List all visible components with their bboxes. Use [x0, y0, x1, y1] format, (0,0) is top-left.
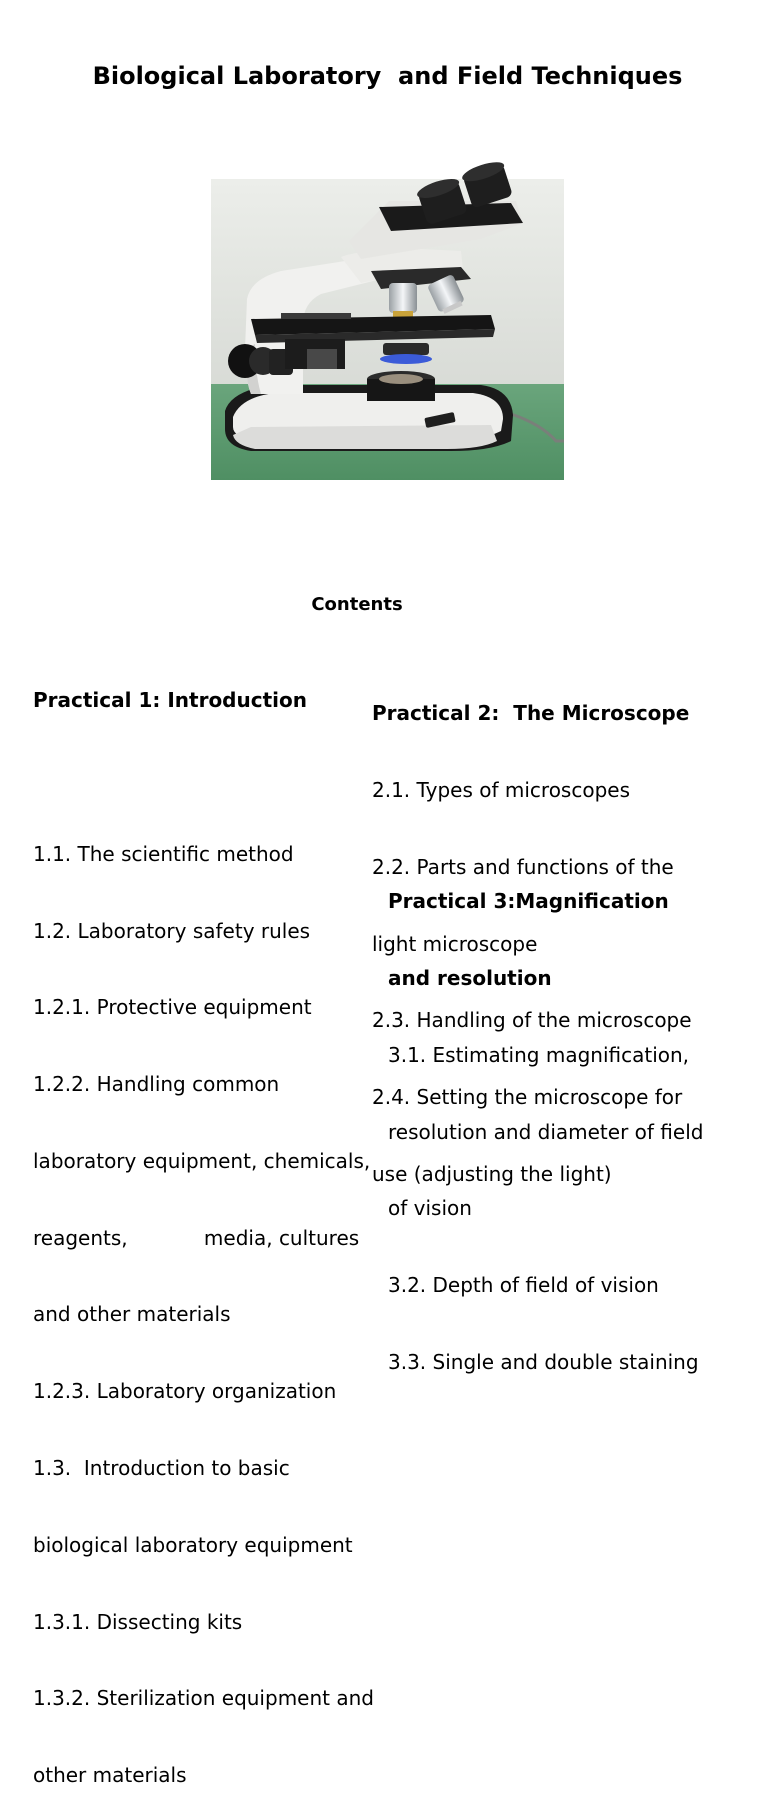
- contents-heading: Contents: [311, 594, 403, 615]
- toc-line: 1.3. Introduction to basic: [33, 1456, 290, 1480]
- toc-line: use (adjusting the light): [372, 1161, 612, 1186]
- toc-line: 2.4. Setting the microscope for: [372, 1085, 683, 1110]
- toc-line: other materials: [33, 1763, 187, 1788]
- practical-2-heading: Practical 2: The Microscope: [372, 701, 690, 726]
- toc-line: 1.2. Laboratory safety rules: [33, 918, 311, 943]
- toc-line: reagents, media, cultures: [33, 1225, 360, 1250]
- toc-line: 2.3. Handling of the microscope: [372, 1008, 692, 1033]
- practical-1-heading: Practical 1: Introduction: [33, 688, 307, 713]
- toc-line: 2.2. Parts and functions of the: [372, 854, 674, 879]
- practical-3-heading-cont: and resolution: [388, 965, 552, 990]
- practical-1-section: [33, 637, 413, 1814]
- toc-line: 3.2. Depth of field of vision: [388, 1273, 659, 1298]
- toc-line: biological laboratory equipment: [33, 1532, 353, 1557]
- toc-line: 1.1. The scientific method: [33, 841, 294, 866]
- toc-line: 3.3. Single and double staining: [388, 1349, 699, 1374]
- spacer: [33, 765, 413, 791]
- toc-line: 1.2.1. Protective equipment: [33, 995, 312, 1020]
- toc-line: 1.3.2. Sterilization equipment and: [33, 1686, 374, 1711]
- toc-line: light microscope: [372, 931, 538, 956]
- page-title: Biological Laboratory and Field Techniques: [92, 62, 683, 90]
- toc-line: 1.2.2. Handling common: [33, 1072, 280, 1097]
- toc-line: of vision: [388, 1196, 472, 1221]
- toc-line: and other materials: [33, 1302, 231, 1327]
- toc-line: 1.2.3. Laboratory organization: [33, 1379, 337, 1404]
- toc-line: laboratory equipment, chemicals,: [33, 1148, 371, 1173]
- practical-3-heading: Practical 3:Magnification: [388, 889, 669, 914]
- toc-line: 2.1. Types of microscopes: [372, 777, 630, 802]
- practical-3-section: [388, 838, 748, 1401]
- toc-line: 3.1. Estimating magnification,: [388, 1042, 690, 1067]
- toc-line: 1.3.1. Dissecting kits: [33, 1609, 243, 1634]
- microscope-photo: [211, 179, 564, 480]
- toc-line: resolution and diameter of field: [388, 1119, 704, 1144]
